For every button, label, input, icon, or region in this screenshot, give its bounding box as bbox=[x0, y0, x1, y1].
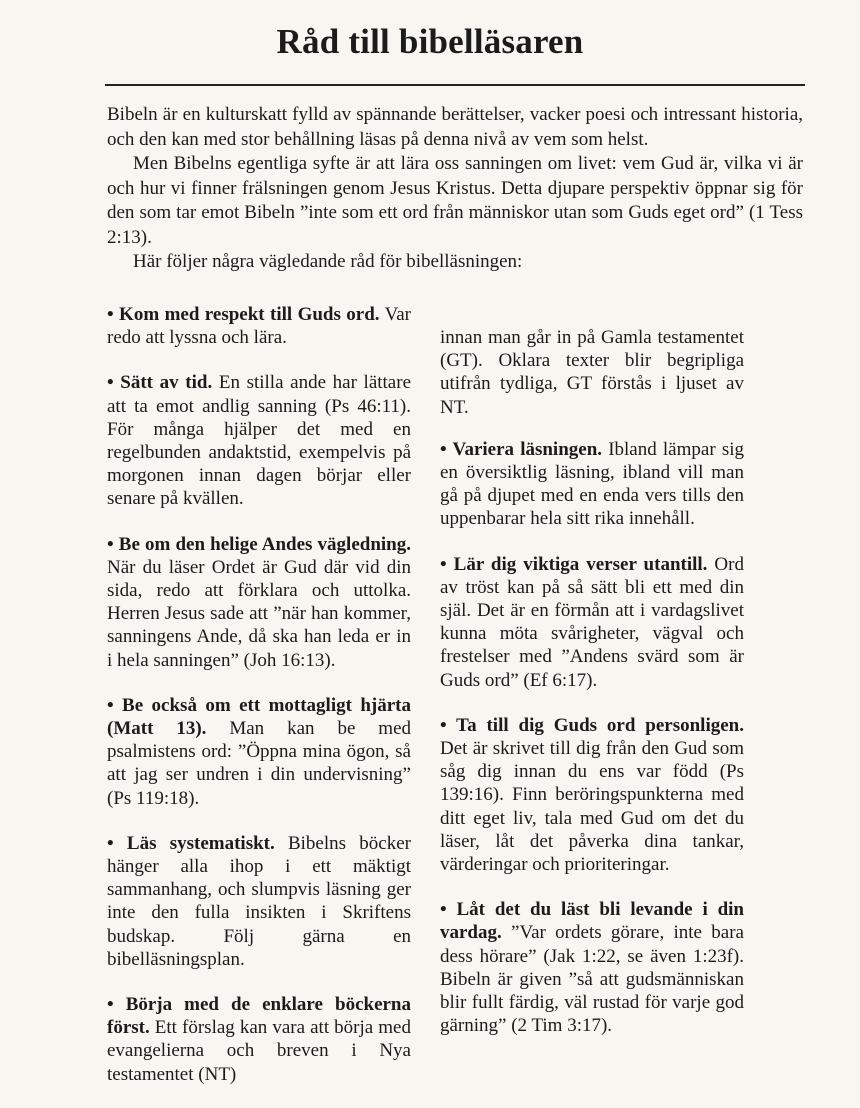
tip-body: Man kan be med psalmistens ord: ”Öppna mina ögon, så att jag ser undren i din undervisning” (Ps 119:18). bbox=[107, 718, 412, 809]
tip-heading: • Variera läsningen. bbox=[440, 438, 603, 460]
intro-paragraph: Här följer några vägledande råd för bibelläsningen: bbox=[133, 251, 523, 272]
tip-heading: • Lär dig viktiga verser utantill. bbox=[440, 553, 708, 575]
intro-text bbox=[107, 103, 803, 275]
tip-paragraph bbox=[440, 553, 744, 692]
tip-paragraph bbox=[107, 371, 411, 510]
tip-paragraph bbox=[107, 303, 411, 349]
tip-body: Ibland lämpar sig en översiktlig läsning, ibland vill man gå på djupet med en enda vers tills den uppenbarar hela sitt rika innehåll. bbox=[440, 438, 744, 530]
right-column bbox=[440, 307, 744, 1059]
tip-body: Var redo att lyssna och lära. bbox=[107, 304, 411, 349]
tip-heading: • Be om den helige Andes vägledning. bbox=[107, 533, 411, 555]
tip-heading: • Kom med respekt till Guds ord. bbox=[107, 304, 380, 325]
tip-heading: • Börja med de enklare böckerna först. bbox=[107, 994, 411, 1039]
tip-heading: • Läs systematiskt. bbox=[107, 832, 275, 854]
tip-body: Det är skrivet till dig från den Gud som såg dig innan du ens var född (Ps 139:16). Finn beröringspunkterna med ditt eget liv, tala med Gud om det du läser, låt det påverka dina tankar, värderingar och prioriteringar. bbox=[440, 738, 744, 876]
tip-paragraph bbox=[107, 533, 411, 672]
tip-body: När du läser Ordet är Gud där vid din sida, redo att förklara och uttolka. Herren Jesus sade att ”när han kommer, sanningens Ande, då ska han leda er in i hela sanningen” (Joh 16:13). bbox=[107, 556, 411, 671]
tip-body: Bibelns böcker hänger alla ihop i ett mäktigt sammanhang, och slumpvis läsning ger inte den fulla insikten i Skriftens budskap. Följ gärna en bibelläsningsplan. bbox=[107, 832, 411, 970]
continued-text: innan man går in på Gamla testamentet (GT). Oklara texter blir begripliga utifrån tydliga, GT förstås i ljuset av NT. bbox=[440, 327, 744, 418]
title-rule bbox=[105, 84, 805, 86]
tip-heading: • Ta till dig Guds ord personligen. bbox=[440, 714, 744, 736]
intro-paragraph: Men Bibelns egentliga syfte är att lära oss sanningen om livet: vem Gud är, vilka vi är och hur vi finner frälsningen genom Jesus Kristus. Detta djupare perspektiv öppnar sig för den som tar emot Bibeln ”inte som ett ord från människor utan som Guds eget ord” (1 Tess 2:13). bbox=[107, 153, 803, 248]
tip-body: En stilla ande har lättare att ta emot andlig sanning (Ps 46:11). För många hjälper det med en regelbunden andaktstid, exempelvis på morgonen innan dagen börjar eller senare på kvällen. bbox=[107, 372, 412, 510]
tip-body: Ord av tröst kan på så sätt bli ett med din själ. Det är en förmån att i vardagslivet kunna möta svårigheter, vägval och frestelser med ”Andens svärd som är Guds ord” (Ef 6:17). bbox=[440, 553, 744, 691]
page-title: Råd till bibelläsaren bbox=[276, 22, 584, 61]
tip-paragraph bbox=[107, 694, 411, 810]
intro-paragraph: Bibeln är en kulturskatt fylld av spännande berättelser, vacker poesi och intressant historia, och den kan med stor behållning läsas på denna nivå av vem som helst. bbox=[107, 104, 803, 150]
tip-body: ”Var ordets görare, inte bara dess hörare” (Jak 1:22, se även 1:23f). Bibeln är given ”så att gudsmänniskan blir fullt färdig, väl rustad för varje god gärning” (2 Tim 3:17). bbox=[440, 922, 744, 1037]
tip-heading: • Sätt av tid. bbox=[107, 372, 213, 394]
tip-paragraph bbox=[440, 438, 744, 531]
tip-paragraph bbox=[107, 832, 411, 971]
tip-body: Ett förslag kan vara att börja med evangelierna och breven i Nya testamentet (NT) bbox=[107, 1017, 411, 1085]
tip-paragraph bbox=[107, 993, 411, 1086]
tip-paragraph bbox=[440, 714, 744, 876]
tip-heading: • Be också om ett mottagligt hjärta (Matt 13). bbox=[107, 694, 411, 740]
left-column bbox=[107, 303, 411, 1108]
tip-heading: • Låt det du läst bli levande i din vardag. bbox=[440, 899, 744, 944]
tip-paragraph bbox=[440, 898, 744, 1037]
